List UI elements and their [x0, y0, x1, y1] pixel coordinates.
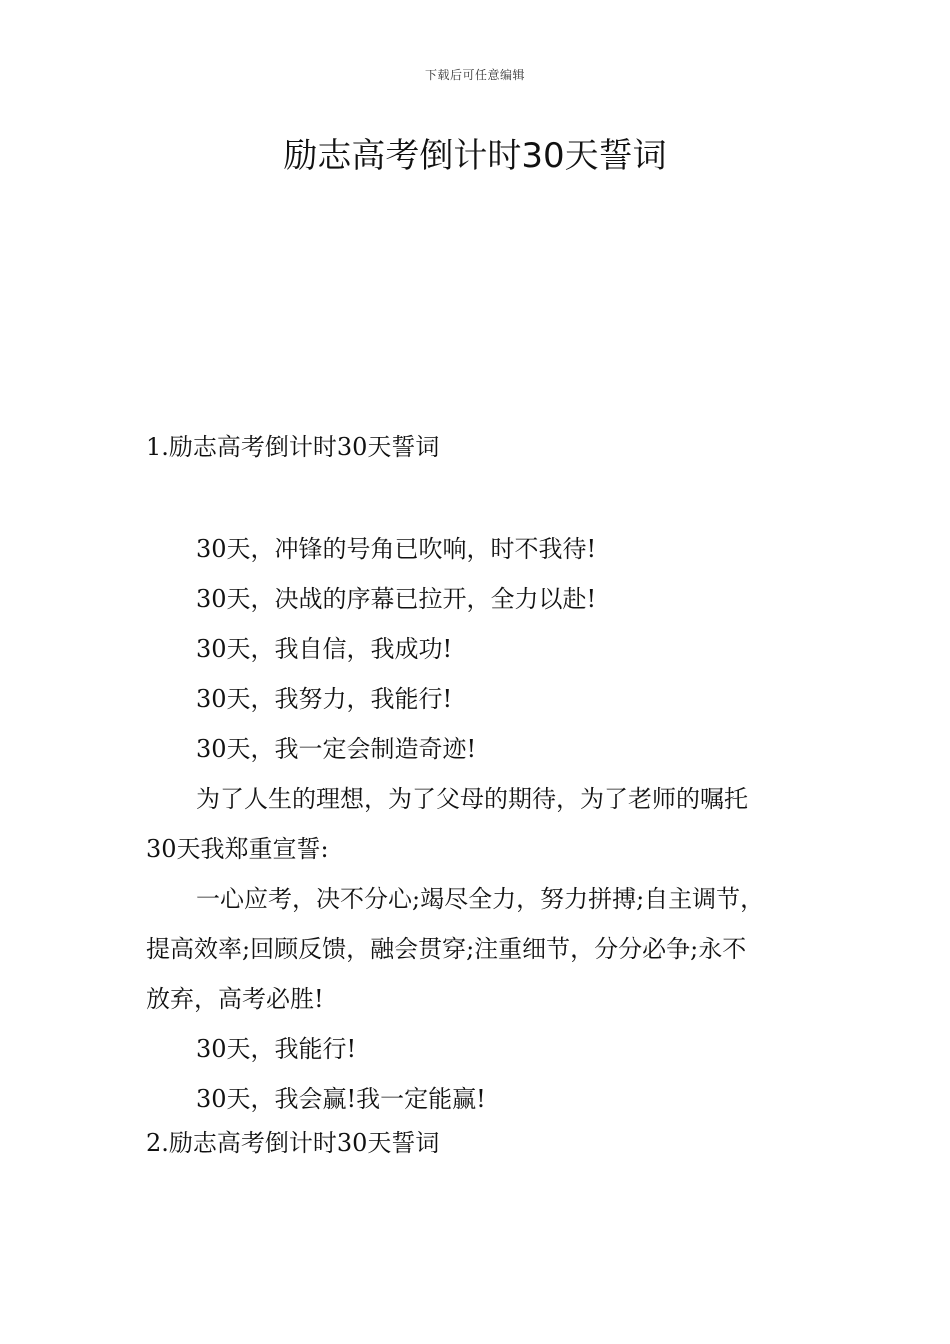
closing-line-2: 30天，我会赢!我一定能赢!	[196, 1085, 486, 1113]
oath-line-5: 30天，我一定会制造奇迹!	[196, 735, 477, 763]
section-1-heading: 1.励志高考倒计时30天誓词	[146, 433, 440, 461]
oath-line-3: 30天，我自信，我成功!	[196, 635, 453, 663]
section-1-body	[146, 524, 814, 1124]
oath-paragraph-line-3: 放弃，高考必胜!	[146, 985, 324, 1013]
pledge-intro-line-2: 30天我郑重宣誓:	[146, 835, 329, 863]
oath-paragraph-line-2: 提高效率;回顾反馈，融会贯穿;注重细节，分分必争;永不	[146, 935, 747, 963]
section-2-heading: 2.励志高考倒计时30天誓词	[146, 1129, 440, 1157]
oath-paragraph-line-1: 一心应考，决不分心;竭尽全力，努力拼搏;自主调节，	[196, 885, 765, 913]
pledge-intro-line-1: 为了人生的理想，为了父母的期待，为了老师的嘱托	[196, 785, 748, 813]
closing-line-1: 30天，我能行!	[196, 1035, 357, 1063]
header-note: 下载后可任意编辑	[424, 68, 525, 82]
oath-line-1: 30天，冲锋的号角已吹响，时不我待!	[196, 535, 597, 563]
document-title: 励志高考倒计时30天誓词	[283, 136, 667, 176]
oath-line-2: 30天，决战的序幕已拉开，全力以赴!	[196, 585, 597, 613]
oath-line-4: 30天，我努力，我能行!	[196, 685, 453, 713]
